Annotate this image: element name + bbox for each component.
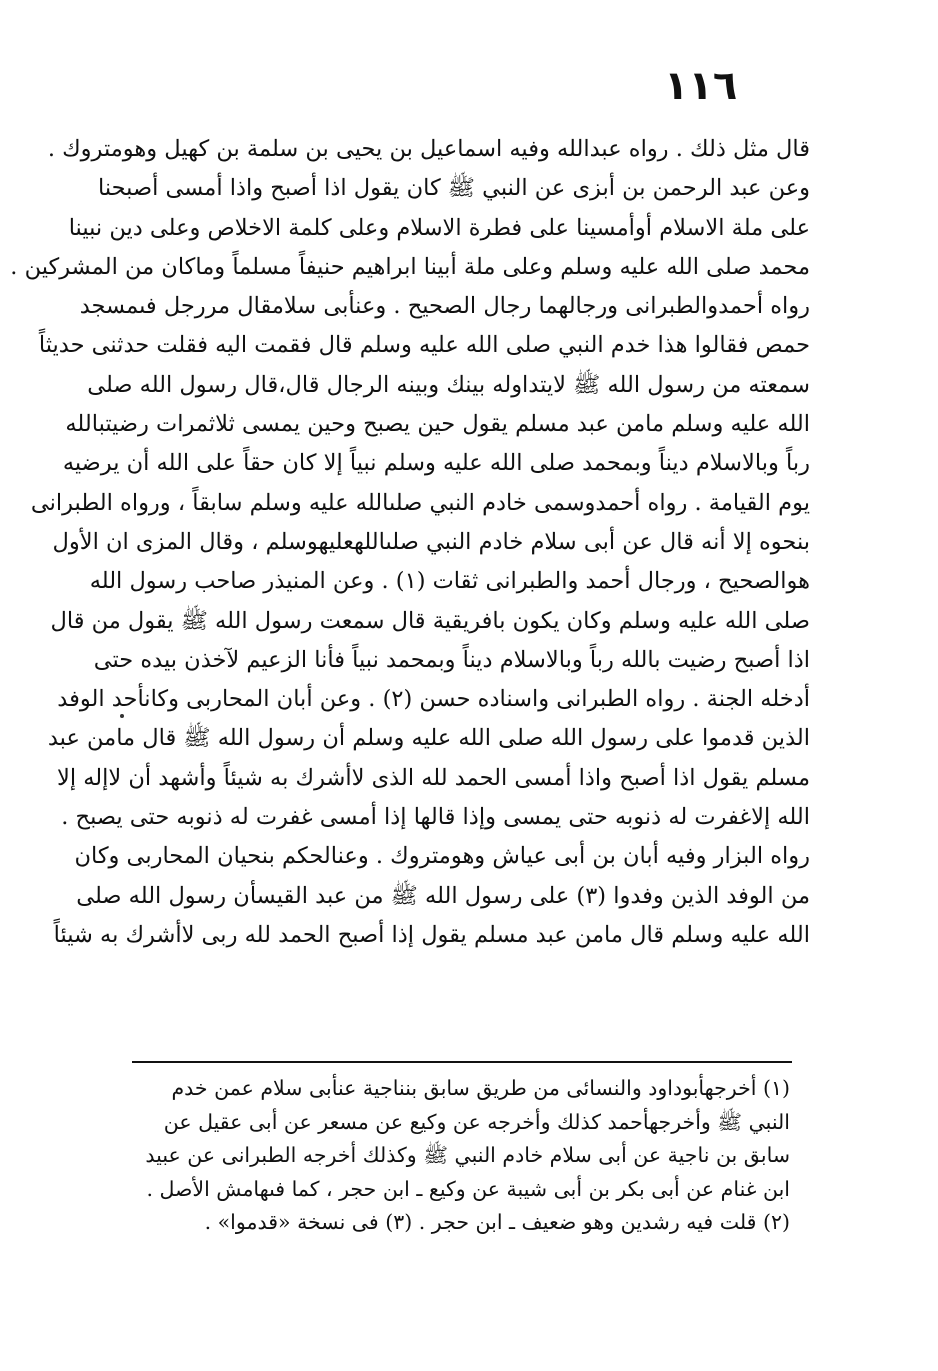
text-line: يوم القيامة . رواه أحمدوسمى خادم النبي صلىالله عليه وسلم سابقاً ، ورواه الطبرانى — [30, 489, 810, 516]
footnote-line: النبي ﷺ وأخرجهأحمد كذلك وأخرجه عن وكيع عن مسعر عن أبى عقيل عن — [163, 1109, 790, 1134]
text-line: صلى الله عليه وسلم وكان يكون بافريقية قال سمعت رسول الله ﷺ يقول من قال — [50, 607, 810, 634]
footnote-line: ابن غنام عن أبى بكر بن أبى شيبة عن وكيع ـ ابن حجر ، كما فىهامش الأصل . — [146, 1176, 790, 1201]
footnote-divider — [132, 1061, 792, 1063]
page-number: ١١٦ — [664, 63, 738, 109]
text-line: قال مثل ذلك . رواه عبدالله وفيه اسماعيل بن يحيى بن سلمة بن كهيل وهومتروك . — [47, 136, 810, 162]
text-line: رواه البزار وفيه أبان بن أبى عياش وهومتروك . وعنالحكم بنحيان المحاربى وكان — [74, 843, 810, 870]
text-line: على ملة الاسلام أوأمسينا على فطرة الاسلام وعلى كلمة الاخلاص وعلى دين نبينا — [68, 214, 810, 241]
text-line: الله عليه وسلم قال مامن عبد مسلم يقول إذا أصبح الحمد لله ربى لاأشرك به شيئاً — [53, 921, 810, 948]
text-line: سمعته من رسول الله ﷺ لايتداوله بينك وبينه الرجال قال،قال رسول الله صلى — [87, 371, 810, 398]
text-line: محمد صلى الله عليه وسلم وعلى ملة أبينا ابراهيم حنيفاً مسلماً وماكان من المشركين . — [10, 253, 810, 280]
footnote-line: سابق بن ناجية عن أبى سلام خادم النبي ﷺ وكذلك أخرجه الطبرانى عن عبيد — [145, 1143, 790, 1167]
footnote-line: (٢) قلت فيه رشدين وهو ضعيف ـ ابن حجر . (٣) فى نسخة «قدموا» . — [204, 1210, 790, 1234]
text-line: حمص فقالوا هذا خدم النبي صلى الله عليه وسلم قال فقمت اليه فقلت حدثنى حديثاً — [38, 332, 810, 359]
footnotes — [145, 1072, 790, 1240]
text-line: الله إلاغفرت له ذنوبه حتى يمسى وإذا قالها إذا أمسى غفرت له ذنوبه حتى يصبح . — [61, 804, 810, 831]
text-line: بنحوه إلا أنه قال عن أبى سلام خادم النبي صلىاللهعليهوسلم ، وقال المزى ان الأول — [52, 528, 810, 555]
text-line: هوالصحيح ، ورجال أحمد والطبرانى ثقات (١) . وعن المنيذر صاحب رسول الله — [89, 568, 810, 595]
text-line: الله عليه وسلم مامن عبد مسلم يقول حين يصبح وحين يمسى ثلاثمرات رضيتبالله — [65, 411, 810, 438]
text-line: رواه أحمدوالطبرانى ورجالهما رجال الصحيح . وعنأبى سلامقال مررجل فىمسجد — [79, 293, 810, 320]
text-line: مسلم يقول اذا أصبح واذا أمسى الحمد لله الذى لاأشرك به شيئاً وأشهد أن لاإله إلا — [56, 764, 810, 791]
text-line: الذين قدموا على رسول الله صلى الله عليه وسلم أن رسول الله ﷺ قال مامن عبد — [47, 725, 810, 752]
text-line: رباً وبالاسلام ديناً وبمحمد صلى الله عليه وسلم نبياً إلا كان حقاً على الله أن يرضيه — [62, 450, 810, 477]
text-line: اذا أصبح رضيت بالله رباً وبالاسلام ديناً وبمحمد نبياً فأنا الزعيم لآخذن بيده حتى — [93, 646, 810, 673]
text-line: من الوفد الذين وفدوا (٣) على رسول الله ﷺ من عبد القيسأن رسول الله صلى — [76, 882, 810, 909]
text-line: وعن عبد الرحمن بن أبزى عن النبي ﷺ كان يقول اذا أصبح واذا أمسى أصبحنا — [98, 175, 810, 202]
print-speck — [120, 714, 124, 718]
main-text — [10, 130, 810, 955]
text-line: أدخله الجنة . رواه الطبرانى واسناده حسن (٢) . وعن أبان المحاربى وكانأحد الوفد — [57, 686, 810, 713]
footnote-line: (١) أخرجهأبوداود والنسائى من طريق سابق بنناجية عنأبى سلام عمن خدم — [171, 1076, 790, 1100]
